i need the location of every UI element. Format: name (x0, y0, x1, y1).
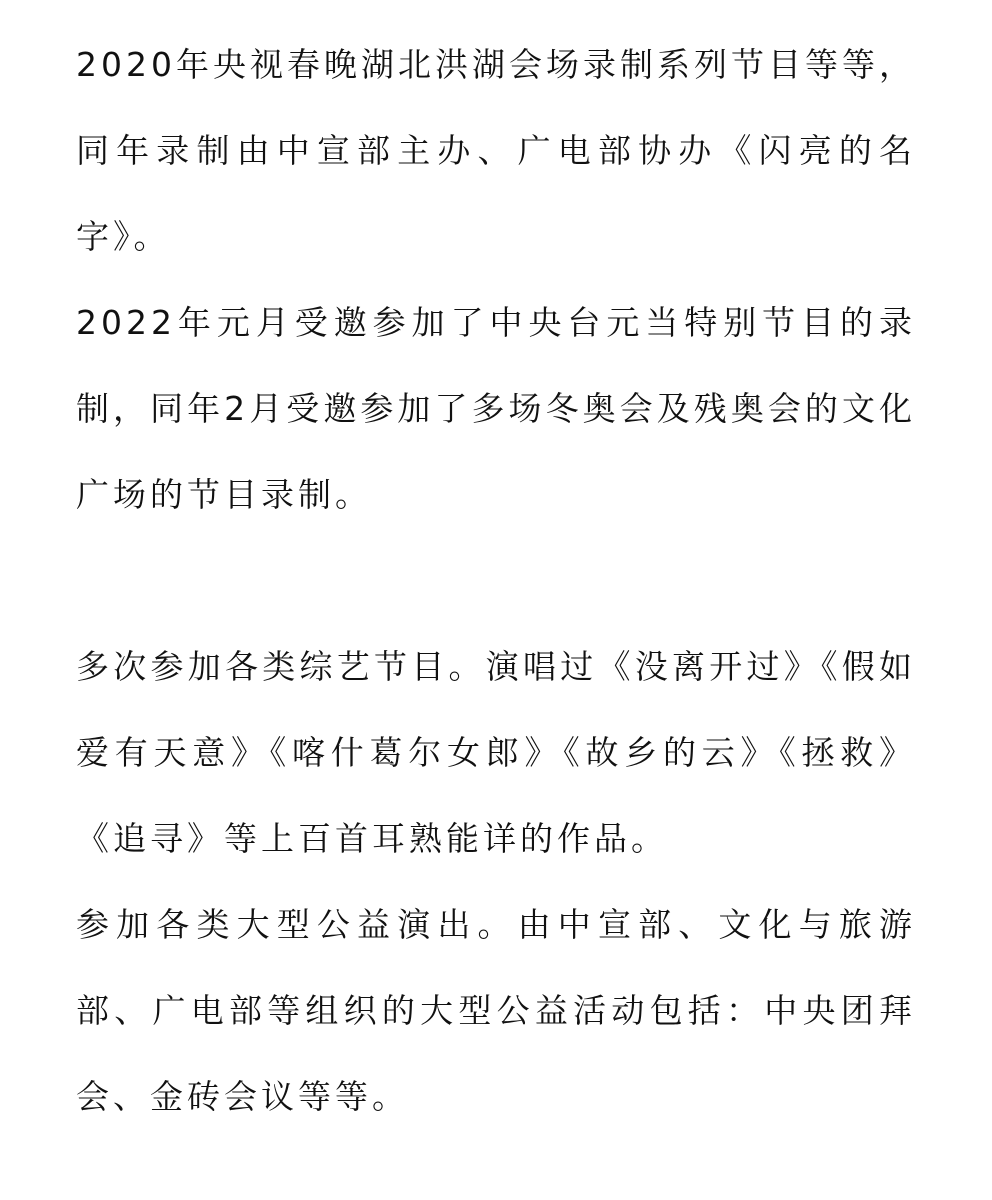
paragraph-2022-recordings: 2022年元月受邀参加了中央台元当特别节目的录制，同年2月受邀参加了多场冬奥会及残奥会的文化广场的节目录制。 (76, 303, 916, 514)
article-body (76, 22, 916, 1140)
paragraph-2020-recordings: 2020年央视春晚湖北洪湖会场录制系列节目等等，同年录制由中宣部主办、广电部协办《闪亮的名字》。 (76, 45, 916, 256)
paragraph-spacer (76, 538, 916, 624)
paragraph-charity-performances: 参加各类大型公益演出。由中宣部、文化与旅游部、广电部等组织的大型公益活动包括：中央团拜会、金砖会议等等。 (76, 905, 916, 1116)
paragraph-variety-shows: 多次参加各类综艺节目。演唱过《没离开过》《假如爱有天意》《喀什葛尔女郎》《故乡的云》《拯救》《追寻》等上百首耳熟能详的作品。 (76, 647, 916, 858)
